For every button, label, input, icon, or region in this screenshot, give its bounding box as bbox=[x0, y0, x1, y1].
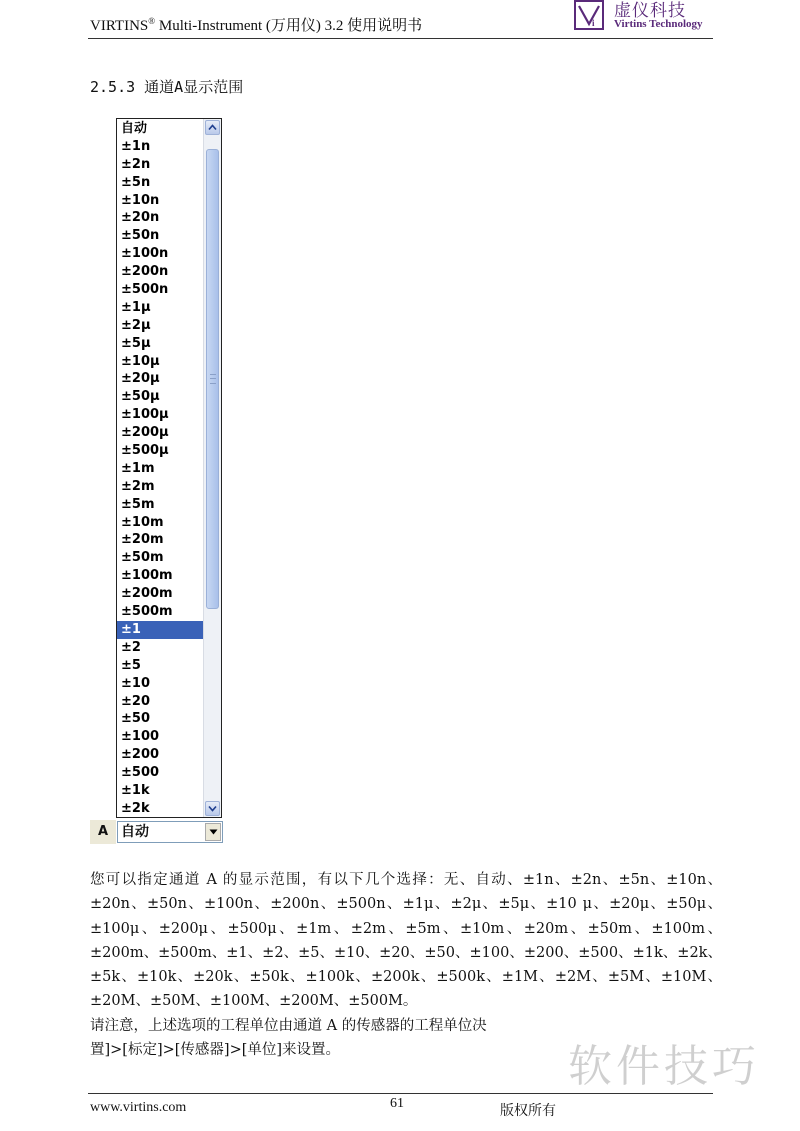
range-option[interactable]: ±50μ bbox=[121, 389, 160, 405]
range-option[interactable]: ±2μ bbox=[121, 317, 151, 333]
range-option[interactable]: ±50 bbox=[121, 711, 150, 727]
registered-mark: ® bbox=[148, 16, 156, 26]
range-option[interactable]: ±200m bbox=[121, 586, 173, 602]
range-option[interactable]: ±1 bbox=[117, 621, 203, 639]
combobox-dropdown-button[interactable] bbox=[205, 823, 221, 841]
dropdown-arrow-icon bbox=[209, 829, 218, 835]
range-option[interactable]: ±50m bbox=[121, 550, 164, 566]
range-option[interactable]: ±20n bbox=[121, 210, 160, 226]
logo-mark-icon bbox=[574, 0, 604, 30]
thumb-grip-icon bbox=[210, 374, 216, 384]
range-option[interactable]: ±200n bbox=[121, 264, 169, 280]
range-option[interactable]: ±1k bbox=[121, 782, 150, 798]
range-option[interactable]: ±500n bbox=[121, 282, 169, 298]
range-option[interactable]: ±10m bbox=[121, 514, 164, 530]
logo-english-name: Virtins Technology bbox=[614, 18, 703, 30]
scrollbar-thumb[interactable] bbox=[206, 149, 219, 609]
virtins-logo bbox=[570, 0, 730, 36]
range-option[interactable]: ±100n bbox=[121, 246, 169, 262]
range-option[interactable]: ±1m bbox=[121, 460, 155, 476]
range-option[interactable]: ±500m bbox=[121, 604, 173, 620]
chevron-down-icon bbox=[208, 805, 217, 812]
channel-a-range-control bbox=[90, 820, 224, 844]
range-option[interactable]: ±20 bbox=[121, 693, 150, 709]
body-paragraph-menu-path: 置]>[标定]>[传感器]>[单位]来设置。 bbox=[90, 1042, 341, 1059]
range-option[interactable]: ±20μ bbox=[121, 371, 160, 387]
range-option[interactable]: ±500μ bbox=[121, 443, 169, 459]
page-number: 61 bbox=[390, 1096, 404, 1111]
footer-copyright: 版权所有 bbox=[500, 1103, 556, 1119]
logo-chinese-name: 虚仪科技 bbox=[614, 1, 686, 21]
body-paragraph-note: 请注意，上述选项的工程单位由通道 A 的传感器的工程单位决 bbox=[90, 1017, 487, 1034]
channel-label: A bbox=[90, 820, 116, 844]
range-option[interactable]: ±2n bbox=[121, 156, 151, 172]
range-option[interactable]: ±10n bbox=[121, 192, 160, 208]
combobox-value: 自动 bbox=[121, 824, 149, 840]
range-option[interactable]: ±10μ bbox=[121, 353, 160, 369]
document-header-title bbox=[90, 14, 422, 35]
range-option[interactable]: ±20m bbox=[121, 532, 164, 548]
range-option[interactable]: ±500 bbox=[121, 765, 160, 781]
range-option[interactable]: ±200μ bbox=[121, 425, 169, 441]
range-option[interactable]: ±200 bbox=[121, 747, 160, 763]
section-heading: 2.5.3 通道A显示范围 bbox=[90, 78, 244, 96]
footer-divider bbox=[88, 1093, 713, 1094]
header-title-suffix: Multi-Instrument (万用仪) 3.2 使用说明书 bbox=[155, 18, 423, 34]
header-divider bbox=[88, 38, 713, 39]
range-option[interactable]: ±5μ bbox=[121, 335, 151, 351]
range-option[interactable]: ±100m bbox=[121, 568, 173, 584]
range-option[interactable]: ±100 bbox=[121, 729, 160, 745]
range-option[interactable]: ±2k bbox=[121, 800, 150, 816]
range-option[interactable]: ±1n bbox=[121, 138, 151, 154]
listbox-scrollbar[interactable] bbox=[203, 119, 221, 817]
range-option[interactable]: ±5n bbox=[121, 174, 151, 190]
scroll-down-button[interactable] bbox=[205, 801, 220, 816]
range-option[interactable]: ±2m bbox=[121, 478, 155, 494]
watermark-text: 软件技巧 bbox=[568, 1041, 760, 1092]
scroll-up-button[interactable] bbox=[205, 120, 220, 135]
body-paragraph-options: 您可以指定通道 A 的显示范围，有以下几个选择：无、自动、±1n、±2n、±5n、±10n、±20n、±50n、±100n、±200n、±500n、±1μ、±2μ、±5μ、±10 μ、±20μ、±50μ、±100μ、±200μ、±500μ、±1m、±2m、±5m、±10m、±20m、±50m、±100m、±200m、±500m、±1、±2、±5、±10、±20、±50、±100、±200、±500、±1k、±2k、±5k、±10k、±20k、±50k、±100k、±200k、±500k、±1M、±2M、±5M、±10M、±20M、±50M、±100M、±200M、±500M。 bbox=[90, 872, 722, 1010]
display-range-combobox[interactable] bbox=[117, 821, 223, 843]
header-title-prefix: VIRTINS bbox=[90, 18, 149, 34]
range-option[interactable]: ±10 bbox=[121, 675, 150, 691]
range-option[interactable]: 自动 bbox=[121, 121, 148, 136]
listbox-items bbox=[117, 120, 203, 818]
range-option[interactable]: ±5m bbox=[121, 496, 155, 512]
range-option[interactable]: ±1μ bbox=[121, 299, 151, 315]
display-range-listbox[interactable] bbox=[116, 118, 222, 818]
footer-url: www.virtins.com bbox=[90, 1100, 187, 1115]
chevron-up-icon bbox=[208, 124, 217, 131]
range-option[interactable]: ±100μ bbox=[121, 407, 169, 423]
range-option[interactable]: ±5 bbox=[121, 657, 141, 673]
range-option[interactable]: ±2 bbox=[121, 639, 141, 655]
svg-text:i: i bbox=[592, 18, 595, 28]
range-option[interactable]: ±50n bbox=[121, 228, 160, 244]
